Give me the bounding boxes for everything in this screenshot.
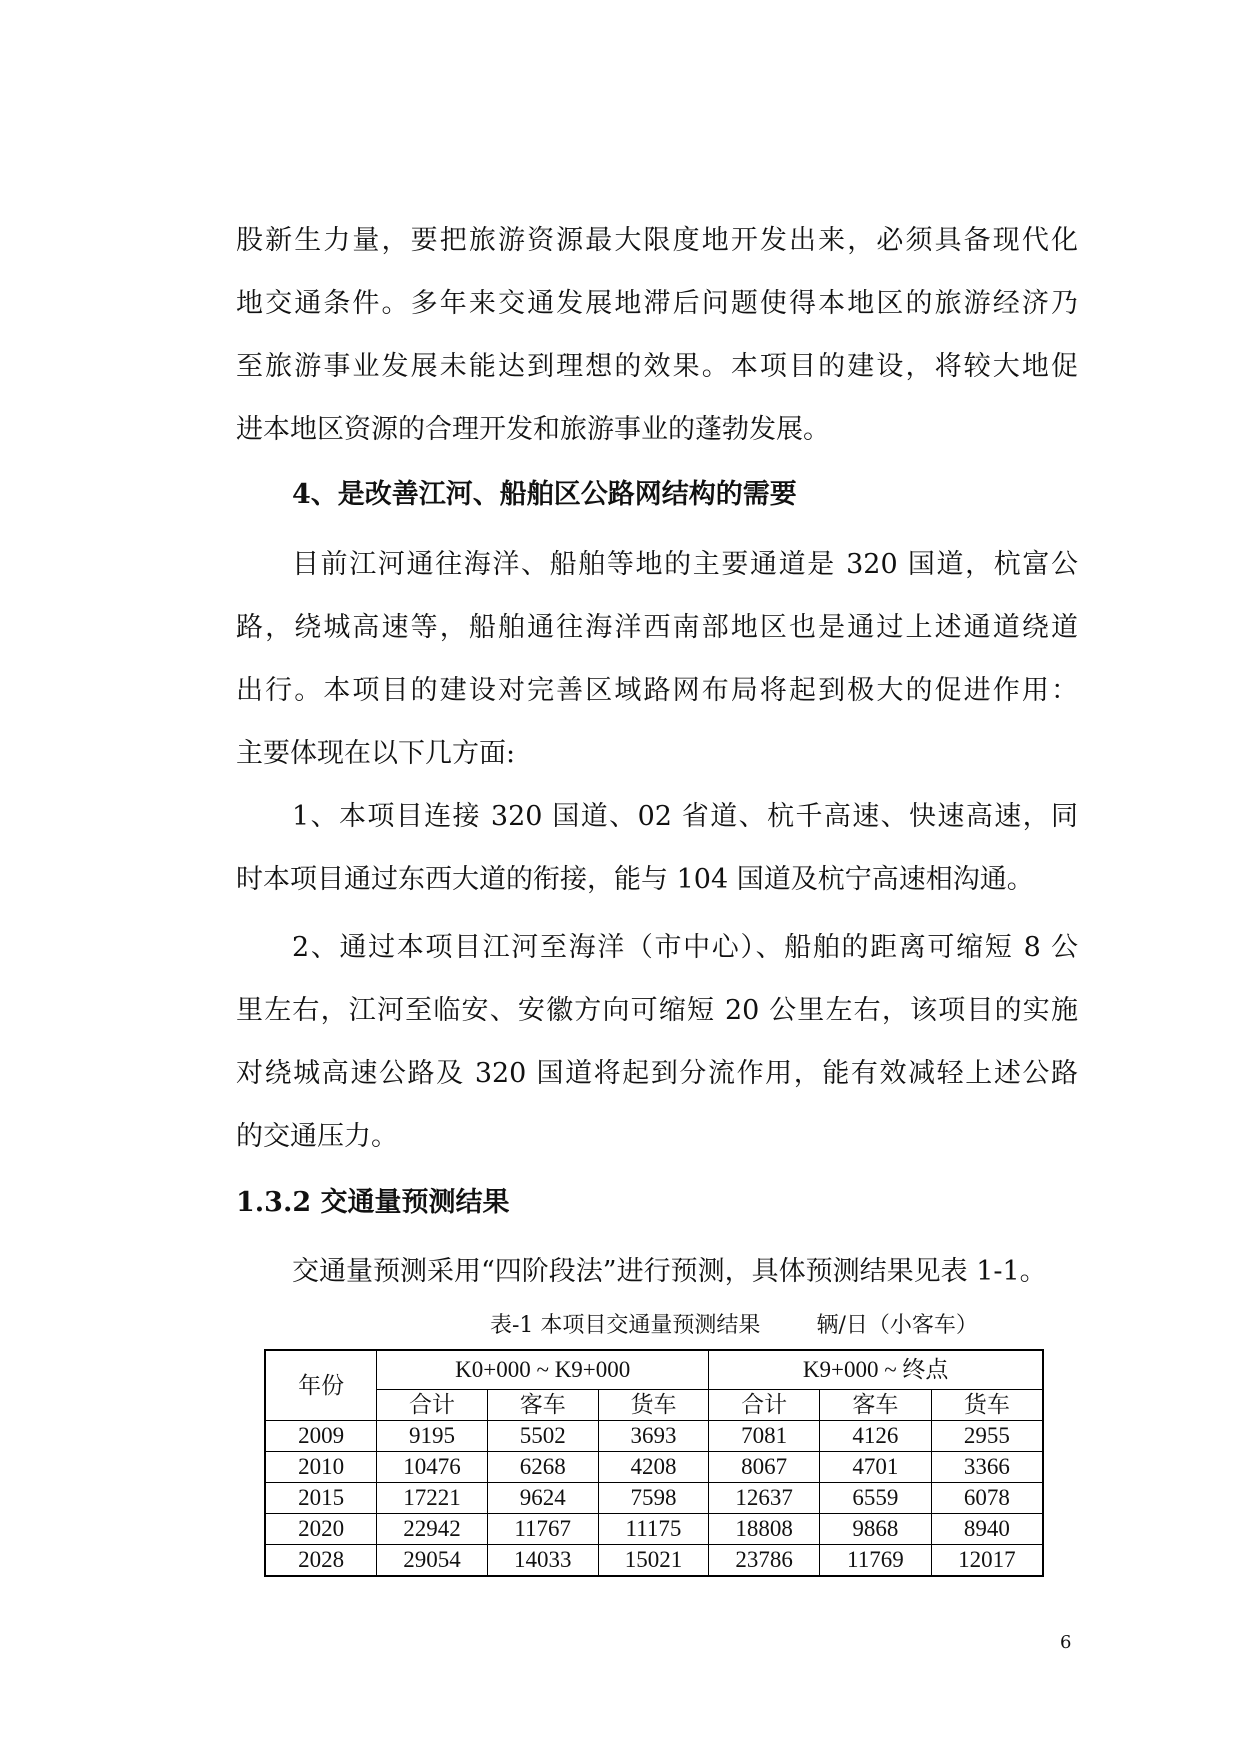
table-title: 表-1 本项目交通量预测结果 [490,1313,761,1338]
value-cell: 10476 [377,1452,488,1483]
text-line: 对绕城高速公路及 320 国道将起到分流作用，能有效减轻上述公路 [236,1058,1078,1089]
value-cell: 6078 [931,1483,1043,1514]
value-cell: 9868 [820,1514,932,1545]
table-row [265,1545,1043,1577]
value-cell: 6559 [820,1483,932,1514]
text-line: 的交通压力。 [236,1121,398,1152]
year-cell: 2010 [265,1452,377,1483]
value-cell: 11769 [820,1545,932,1577]
table-unit: 辆/日（小客车） [816,1313,978,1338]
value-cell: 7081 [709,1421,820,1452]
value-cell: 3366 [931,1452,1043,1483]
table-row [265,1483,1043,1514]
value-cell: 8067 [709,1452,820,1483]
subheader-cell: 货车 [931,1390,1043,1421]
subheader-cell: 合计 [709,1390,820,1421]
text-line: 主要体现在以下几方面: [236,738,516,769]
value-cell: 22942 [377,1514,488,1545]
value-cell: 9195 [377,1421,488,1452]
year-header: 年份 [265,1350,377,1421]
value-cell: 7598 [598,1483,709,1514]
group-header-k9-end: K9+000 ~ 终点 [709,1350,1043,1390]
table-body [265,1421,1043,1577]
text-line: 目前江河通往海洋、船舶等地的主要通道是 320 国道，杭富公 [292,549,1078,580]
paragraph-point-1 [236,785,1078,911]
year-cell: 2028 [265,1545,377,1577]
value-cell: 29054 [377,1545,488,1577]
table-row [265,1421,1043,1452]
group-header-k0-k9: K0+000 ~ K9+000 [377,1350,709,1390]
paragraph-forecast-method [236,1240,1078,1303]
value-cell: 11767 [487,1514,598,1545]
value-cell: 15021 [598,1545,709,1577]
text-line: 路，绕城高速等，船舶通往海洋西南部地区也是通过上述通道绕道 [236,612,1078,643]
value-cell: 17221 [377,1483,488,1514]
text-line: 1、本项目连接 320 国道、02 省道、杭千高速、快速高速，同 [292,801,1078,832]
year-cell: 2020 [265,1514,377,1545]
value-cell: 12017 [931,1545,1043,1577]
paragraph-point-2 [236,916,1078,1168]
text-line: 地交通条件。多年来交通发展地滞后问题使得本地区的旅游经济乃 [236,288,1078,319]
section-heading-4: 4、是改善江河、船舶区公路网结构的需要 [292,479,797,510]
value-cell: 18808 [709,1514,820,1545]
traffic-forecast-table [264,1349,1044,1577]
value-cell: 6268 [487,1452,598,1483]
text-line: 2、通过本项目江河至海洋（市中心）、船舶的距离可缩短 8 公 [292,932,1078,963]
text-line: 出行。本项目的建设对完善区域路网布局将起到极大的促进作用： [236,675,1078,706]
text-line: 里左右，江河至临安、安徽方向可缩短 20 公里左右，该项目的实施 [236,995,1078,1026]
paragraph-road-network [236,533,1078,785]
value-cell: 3693 [598,1421,709,1452]
value-cell: 4701 [820,1452,932,1483]
paragraph-tourism [236,209,1078,461]
table-row [265,1452,1043,1483]
year-cell: 2009 [265,1421,377,1452]
table-header-row [265,1350,1043,1390]
value-cell: 4126 [820,1421,932,1452]
text-line: 股新生力量，要把旅游资源最大限度地开发出来，必须具备现代化 [236,225,1078,256]
page-number: 6 [1060,1632,1072,1653]
year-cell: 2015 [265,1483,377,1514]
value-cell: 23786 [709,1545,820,1577]
value-cell: 14033 [487,1545,598,1577]
value-cell: 2955 [931,1421,1043,1452]
text-line: 时本项目通过东西大道的衔接，能与 104 国道及杭宁高速相沟通。 [236,864,1034,895]
value-cell: 8940 [931,1514,1043,1545]
text-line: 交通量预测采用“四阶段法”进行预测，具体预测结果见表 1-1。 [292,1256,1047,1287]
subheader-cell: 客车 [820,1390,932,1421]
value-cell: 4208 [598,1452,709,1483]
subheader-cell: 客车 [487,1390,598,1421]
table-caption [490,1311,978,1341]
text-line: 至旅游事业发展未能达到理想的效果。本项目的建设，将较大地促 [236,351,1078,382]
text-line: 进本地区资源的合理开发和旅游事业的蓬勃发展。 [236,414,830,445]
value-cell: 11175 [598,1514,709,1545]
subheader-cell: 货车 [598,1390,709,1421]
value-cell: 5502 [487,1421,598,1452]
value-cell: 9624 [487,1483,598,1514]
subheader-cell: 合计 [377,1390,488,1421]
value-cell: 12637 [709,1483,820,1514]
table-subheader-row [265,1390,1043,1421]
section-heading-1-3-2: 1.3.2 交通量预测结果 [236,1187,510,1218]
table-row [265,1514,1043,1545]
